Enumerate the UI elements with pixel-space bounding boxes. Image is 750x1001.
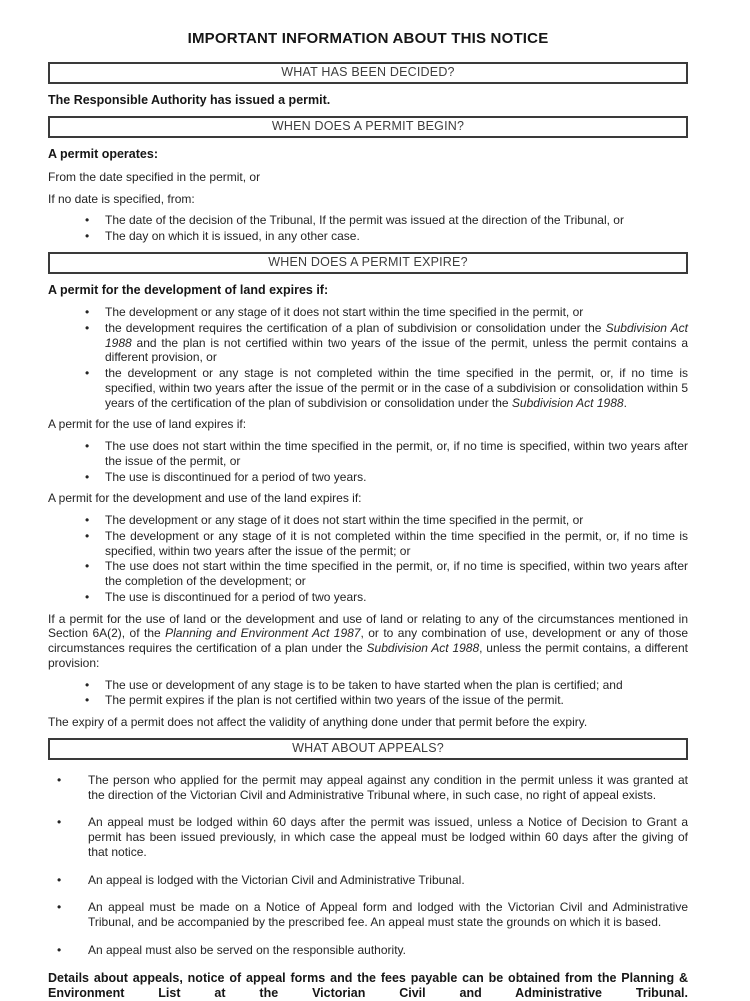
bullet-item [48, 900, 688, 930]
text-run: A permit operates: [48, 147, 158, 162]
bullet-text [105, 513, 688, 528]
text-run: A permit for the development and use of the land expires if: [48, 491, 362, 506]
italic-text-run: Planning and Environment Act 1987 [165, 626, 361, 641]
bullet-item [48, 590, 688, 605]
bullet-text [88, 900, 688, 930]
text-run: An appeal must also be served on the responsible authority. [88, 942, 406, 957]
bullet-marker-icon: • [85, 559, 90, 574]
bullet-item [48, 213, 688, 228]
text-run: Details about appeals, notice of appeal forms and the fees payable can be obtained from the Planning & Environment List at the Victorian Civil and Administrative Tribunal. [48, 970, 688, 1000]
section-heading: WHEN DOES A PERMIT EXPIRE? [48, 252, 688, 274]
bullet-item [48, 229, 688, 244]
bullet-text [105, 470, 688, 485]
text-run: The use or development of any stage is to be taken to have started when the plan is certified; and [105, 677, 623, 692]
bullet-marker-icon: • [85, 305, 90, 320]
paragraph [48, 715, 688, 730]
section-heading: WHEN DOES A PERMIT BEGIN? [48, 116, 688, 138]
text-run: , or to any combination of use, development or any of those circumstances requires the certification of a plan under the [48, 626, 689, 656]
text-run: The use does not start within the time specified in the permit, or, if no time is specified, within two years after the completion of the development; or [105, 559, 688, 589]
bullet-text [105, 213, 688, 228]
bullet-item [48, 470, 688, 485]
section-heading: WHAT HAS BEEN DECIDED? [48, 62, 688, 84]
bullet-item [48, 693, 688, 708]
italic-text-run: Subdivision Act 1988 [511, 395, 624, 410]
text-run: The permit expires if the plan is not certified within two years of the issue of the permit. [105, 693, 564, 708]
bullet-marker-icon: • [85, 528, 90, 543]
bullet-text [105, 559, 688, 589]
text-run: From the date specified in the permit, or [48, 169, 261, 184]
text-run: the development requires the certification of a plan of subdivision or consolidation under the [105, 320, 606, 335]
bullet-marker-icon: • [85, 589, 90, 604]
text-run: The development or any stage of it does not start within the time specified in the permit, or [105, 513, 584, 528]
section-heading: WHAT ABOUT APPEALS? [48, 738, 688, 760]
bullet-text [105, 305, 688, 320]
paragraph [48, 283, 688, 298]
text-run: If a permit for the use of land or the development and use of land or relating to any of the circumstances mentioned in Section 6A(2), of the [48, 611, 688, 641]
bullet-item [48, 815, 688, 859]
bullet-text [105, 321, 688, 365]
bullet-marker-icon: • [57, 900, 62, 915]
text-run: . [623, 395, 627, 410]
bullet-marker-icon: • [57, 942, 62, 957]
text-run: , unless the permit contains, a different provision: [48, 641, 688, 670]
bullet-item [48, 559, 688, 589]
bullet-marker-icon: • [85, 677, 90, 692]
paragraph [48, 147, 688, 162]
bullet-item [48, 773, 688, 803]
text-run: The day on which it is issued, in any other case. [105, 229, 360, 243]
bullet-marker-icon: • [85, 229, 90, 243]
paragraph [48, 192, 688, 207]
text-run: The date of the decision of the Tribunal, If the permit was issued at the direction of the Tribunal, or [105, 213, 624, 228]
bullet-text [105, 590, 688, 605]
bullet-marker-icon: • [85, 439, 90, 454]
bullet-text [88, 943, 688, 958]
text-run: A permit for the use of land expires if: [48, 417, 247, 432]
page-title: IMPORTANT INFORMATION ABOUT THIS NOTICE [187, 30, 549, 47]
bullet-marker-icon: • [57, 872, 62, 887]
bullet-marker-icon: • [85, 213, 90, 228]
bullet-text [105, 529, 688, 559]
text-run: A permit for the development of land expires if: [48, 282, 329, 297]
bullet-item [48, 678, 688, 693]
text-run: The use is discontinued for a period of two years. [105, 589, 367, 604]
bullet-text [88, 815, 688, 859]
bullet-item [48, 439, 688, 469]
text-run: The use is discontinued for a period of two years. [105, 469, 367, 484]
paragraph [48, 971, 688, 1001]
bullet-marker-icon: • [85, 693, 90, 708]
paragraph [48, 417, 688, 432]
bullet-item [48, 873, 688, 888]
document-sections [48, 62, 688, 1001]
bullet-item [48, 305, 688, 320]
text-run: The development or any stage of it is not completed within the time specified in the permit, or, if no time is specified, within two years after the issue of the permit; or [105, 528, 688, 558]
bullet-item [48, 321, 688, 365]
text-run: An appeal is lodged with the Victorian Civil and Administrative Tribunal. [88, 872, 465, 887]
bullet-marker-icon: • [85, 320, 90, 335]
bullet-marker-icon: • [57, 772, 62, 787]
bullet-marker-icon: • [57, 815, 62, 830]
text-run: An appeal must be lodged within 60 days after the permit was issued, unless a Notice of Decision to Grant a permit has been issued previously, in which case the appeal must be lodged within 60 days after the giving of that notice. [88, 815, 688, 859]
bullet-marker-icon: • [85, 469, 90, 484]
paragraph [48, 491, 688, 506]
bullet-item [48, 943, 688, 958]
text-run: If no date is specified, from: [48, 191, 195, 206]
bullet-marker-icon: • [85, 366, 90, 381]
bullet-marker-icon: • [85, 513, 90, 528]
bullet-text [88, 773, 688, 803]
bullet-text [105, 678, 688, 693]
bullet-item [48, 366, 688, 410]
bullet-text [105, 693, 688, 708]
text-run: The development or any stage of it does not start within the time specified in the permit, or [105, 305, 584, 320]
text-run: the development or any stage is not completed within the time specified in the permit, or, if no time is specified, within two years after the issue of the permit or in the case of a subdivision or consolidation within 5 years of the certification of the plan of subdivision or consolidation under the [105, 366, 688, 410]
text-run: The person who applied for the permit may appeal against any condition in the permit unless it was granted at the direction of the Victorian Civil and Administrative Tribunal where, in such case, no right of appeal exists. [88, 772, 688, 802]
italic-text-run: Subdivision Act 1988 [366, 641, 480, 656]
bullet-text [105, 366, 688, 410]
paragraph [48, 170, 688, 185]
bullet-item [48, 529, 688, 559]
bullet-text [105, 439, 688, 469]
text-run: The expiry of a permit does not affect the validity of anything done under that permit before the expiry. [48, 715, 588, 730]
text-run: The use does not start within the time specified in the permit, or, if no time is specified, within two years after the issue of the permit, or [105, 439, 688, 468]
paragraph [48, 612, 688, 671]
italic-text-run: Subdivision Act 1988 [105, 320, 688, 350]
text-run: An appeal must be made on a Notice of Appeal form and lodged with the Victorian Civil and Administrative Tribunal, and be accompanied by the prescribed fee. An appeal must state the grounds on which it is based. [88, 900, 688, 930]
paragraph [48, 93, 688, 108]
bullet-item [48, 513, 688, 528]
bullet-text [105, 229, 688, 244]
bullet-text [88, 873, 688, 888]
text-run: and the plan is not certified within two years of the issue of the permit, unless the permit contains a different provision, or [105, 335, 688, 365]
text-run: The Responsible Authority has issued a permit. [48, 93, 331, 107]
